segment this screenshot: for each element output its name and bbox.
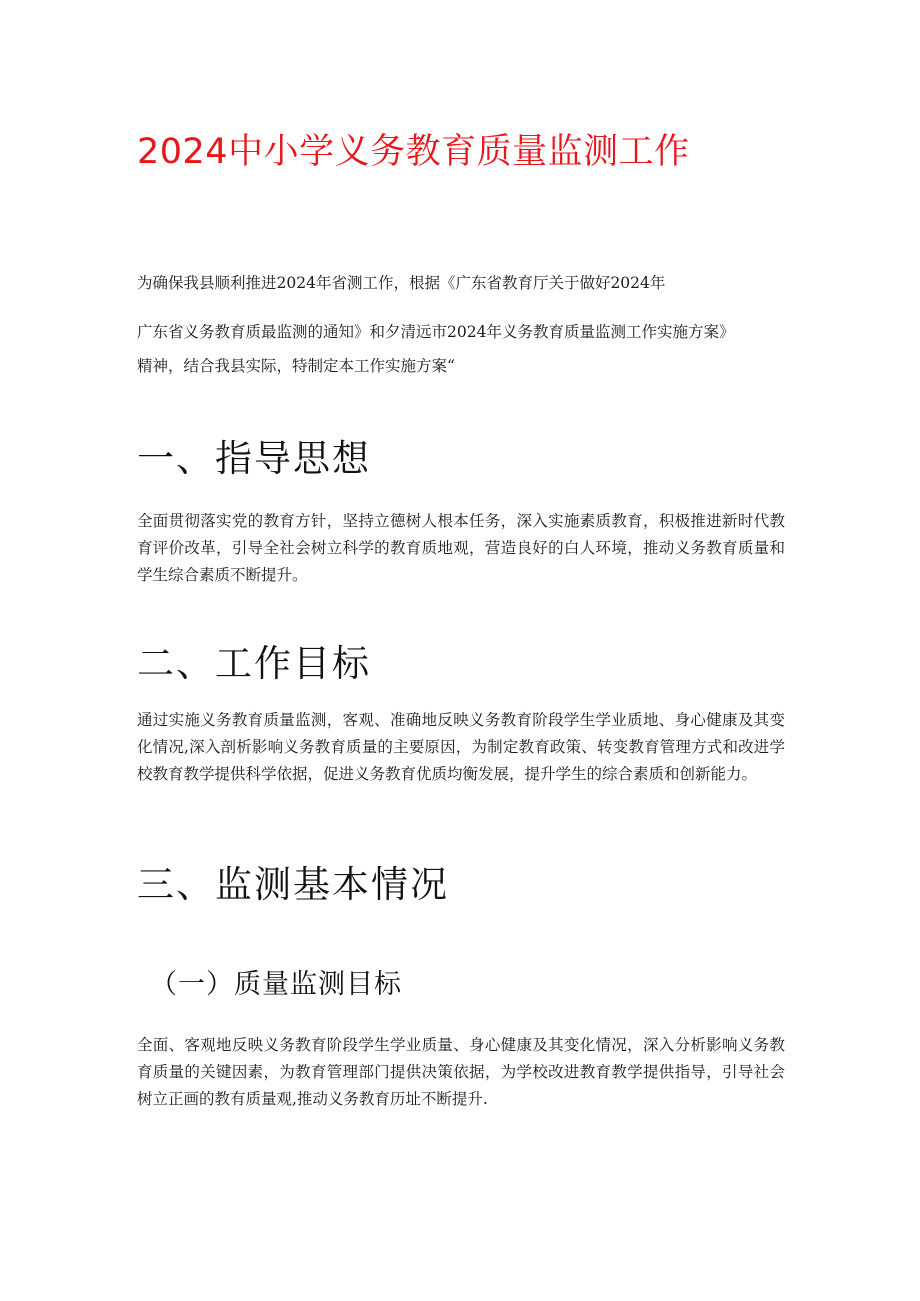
subsection-heading-quality-targets: （一）质量监测目标 (150, 969, 402, 1000)
intro-line-3: 精神，结合我县实际，特制定本工作实施方案“ (137, 357, 455, 375)
intro-line-2: 广东省义务教育质最监测的通知》和夕清远市2024年义务教育质量监测工作实施方案》 (137, 323, 735, 341)
subsection-body-quality-targets: 全面、客观地反映义务教育阶段学生学业质量、身心健康及其变化情况，深入分析影响义务教育质量的关键因素，为教育管理部门提供决策依据，为学校改进教育教学提供指导，引导社会树立正画的教有质量观,推动义务教育历址不断提升. (137, 1036, 785, 1108)
section-body-guiding-ideology: 全面贯彻落实党的教育方针，坚持立德树人根本任务，深入实施素质教育，积极推进新时代教育评价改革，引导全社会树立科学的教育质地观，营造良好的白人环境，推动义务教育质量和学生综合素质不断提升。 (137, 512, 785, 584)
section-heading-monitoring-basics: 三、监测基本情况 (137, 863, 449, 906)
section-heading-work-goals: 二、工作目标 (137, 642, 371, 685)
section-heading-guiding-ideology: 一、指导思想 (137, 437, 371, 480)
document-title: 2024中小学义务教育质量监测工作 (137, 132, 690, 172)
section-body-work-goals: 通过实施义务教育质量监测，客观、准确地反映义务教育阶段学生学业质地、身心健康及其变化情况,深入剖析影响义务教育质量的主要原因，为制定教育政策、转变教育管理方式和改进学校教育教学提供科学依据，促进义务教育优质均衡发展，提升学生的综合素质和创新能力。 (137, 711, 785, 783)
intro-line-1: 为确保我县顺利推进2024年省测工作，根据《广东省教育厅关于做好2024年 (137, 274, 666, 292)
